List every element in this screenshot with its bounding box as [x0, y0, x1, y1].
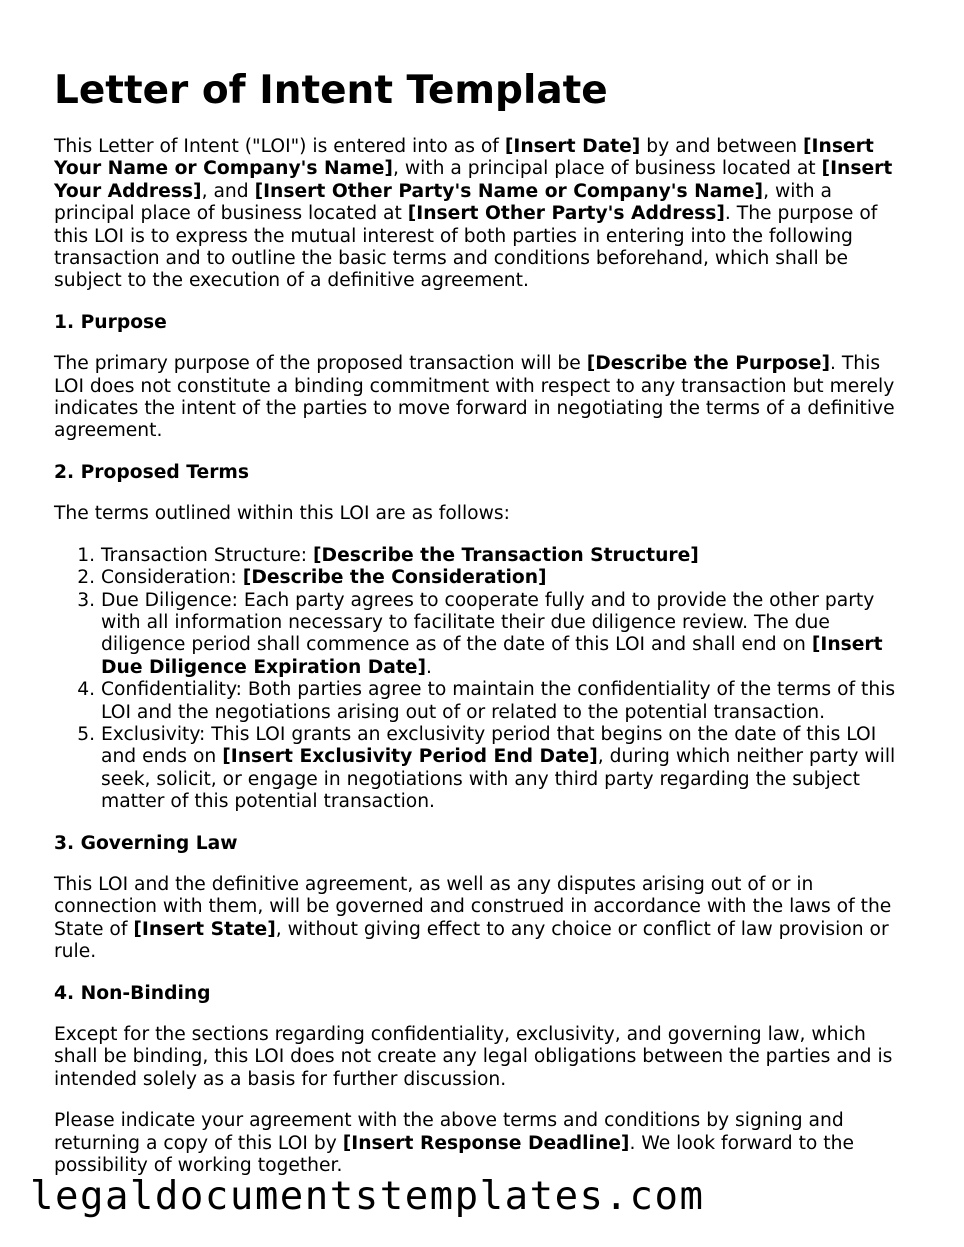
document-body: [54, 66, 914, 1196]
intro-paragraph: This Letter of Intent ("LOI") is entered into as of [Insert Date] by and between [Insert Your Name or Company's Name], with a principal place of business located at [Insert Your Address], and [Insert Other Party's Name or Company's Name], with a principal place of business located at [Insert Other Party's Address]. The purpose of this LOI is to express the mutual interest of both parties in entering into the following transaction and to outline the basic terms and conditions beforehand, which shall be subject to the execution of a definitive agreement.: [54, 136, 893, 292]
terms-list: [54, 545, 914, 814]
governing-law-paragraph: This LOI and the definitive agreement, as well as any disputes arising out of or in connection with them, will be governed and construed in accordance with the laws of the State of [Insert State], without giving effect to any choice or conflict of law provision or rule.: [54, 873, 892, 963]
page-title: Letter of Intent Template: [54, 68, 608, 113]
section-heading-purpose: 1. Purpose: [54, 311, 167, 333]
section-heading-governing-law: 3. Governing Law: [54, 832, 238, 854]
section-heading-non-binding: 4. Non-Binding: [54, 982, 211, 1004]
list-item: 5. Exclusivity: This LOI grants an exclusivity period that begins on the date of this LOI and ends on [Insert Exclusivity Period End Date], during which neither party will seek, solicit, or engage in negotiations with any third party regarding the subject matter of this potential transaction.: [101, 724, 914, 814]
site-watermark: legaldocumentstemplates.com: [30, 1174, 705, 1219]
list-item: 3. Due Diligence: Each party agrees to cooperate fully and to provide the other party with all information necessary to facilitate their due diligence review. The due diligence period shall commence as of the date of this LOI and shall end on [Insert Due Diligence Expiration Date].: [101, 590, 914, 680]
closing-paragraph: Please indicate your agreement with the above terms and conditions by signing and returning a copy of this LOI by [Insert Response Deadline]. We look forward to the possibility of working together.: [54, 1110, 854, 1177]
section-heading-proposed-terms: 2. Proposed Terms: [54, 461, 250, 483]
list-item: 2. Consideration: [Describe the Consideration]: [101, 567, 914, 589]
list-item: 1. Transaction Structure: [Describe the Transaction Structure]: [101, 545, 914, 567]
list-item: 4. Confidentiality: Both parties agree to maintain the confidentiality of the terms of this LOI and the negotiations arising out of or related to the potential transaction.: [101, 679, 914, 724]
purpose-paragraph: The primary purpose of the proposed transaction will be [Describe the Purpose]. This LOI does not constitute a binding commitment with respect to any transaction but merely indicates the intent of the parties to move forward in negotiating the terms of a definitive agreement.: [54, 353, 895, 442]
non-binding-paragraph: Except for the sections regarding confidentiality, exclusivity, and governing law, which shall be binding, this LOI does not create any legal obligations between the parties and is intended solely as a basis for further discussion.: [54, 1024, 893, 1090]
terms-intro: The terms outlined within this LOI are as follows:: [54, 503, 510, 525]
